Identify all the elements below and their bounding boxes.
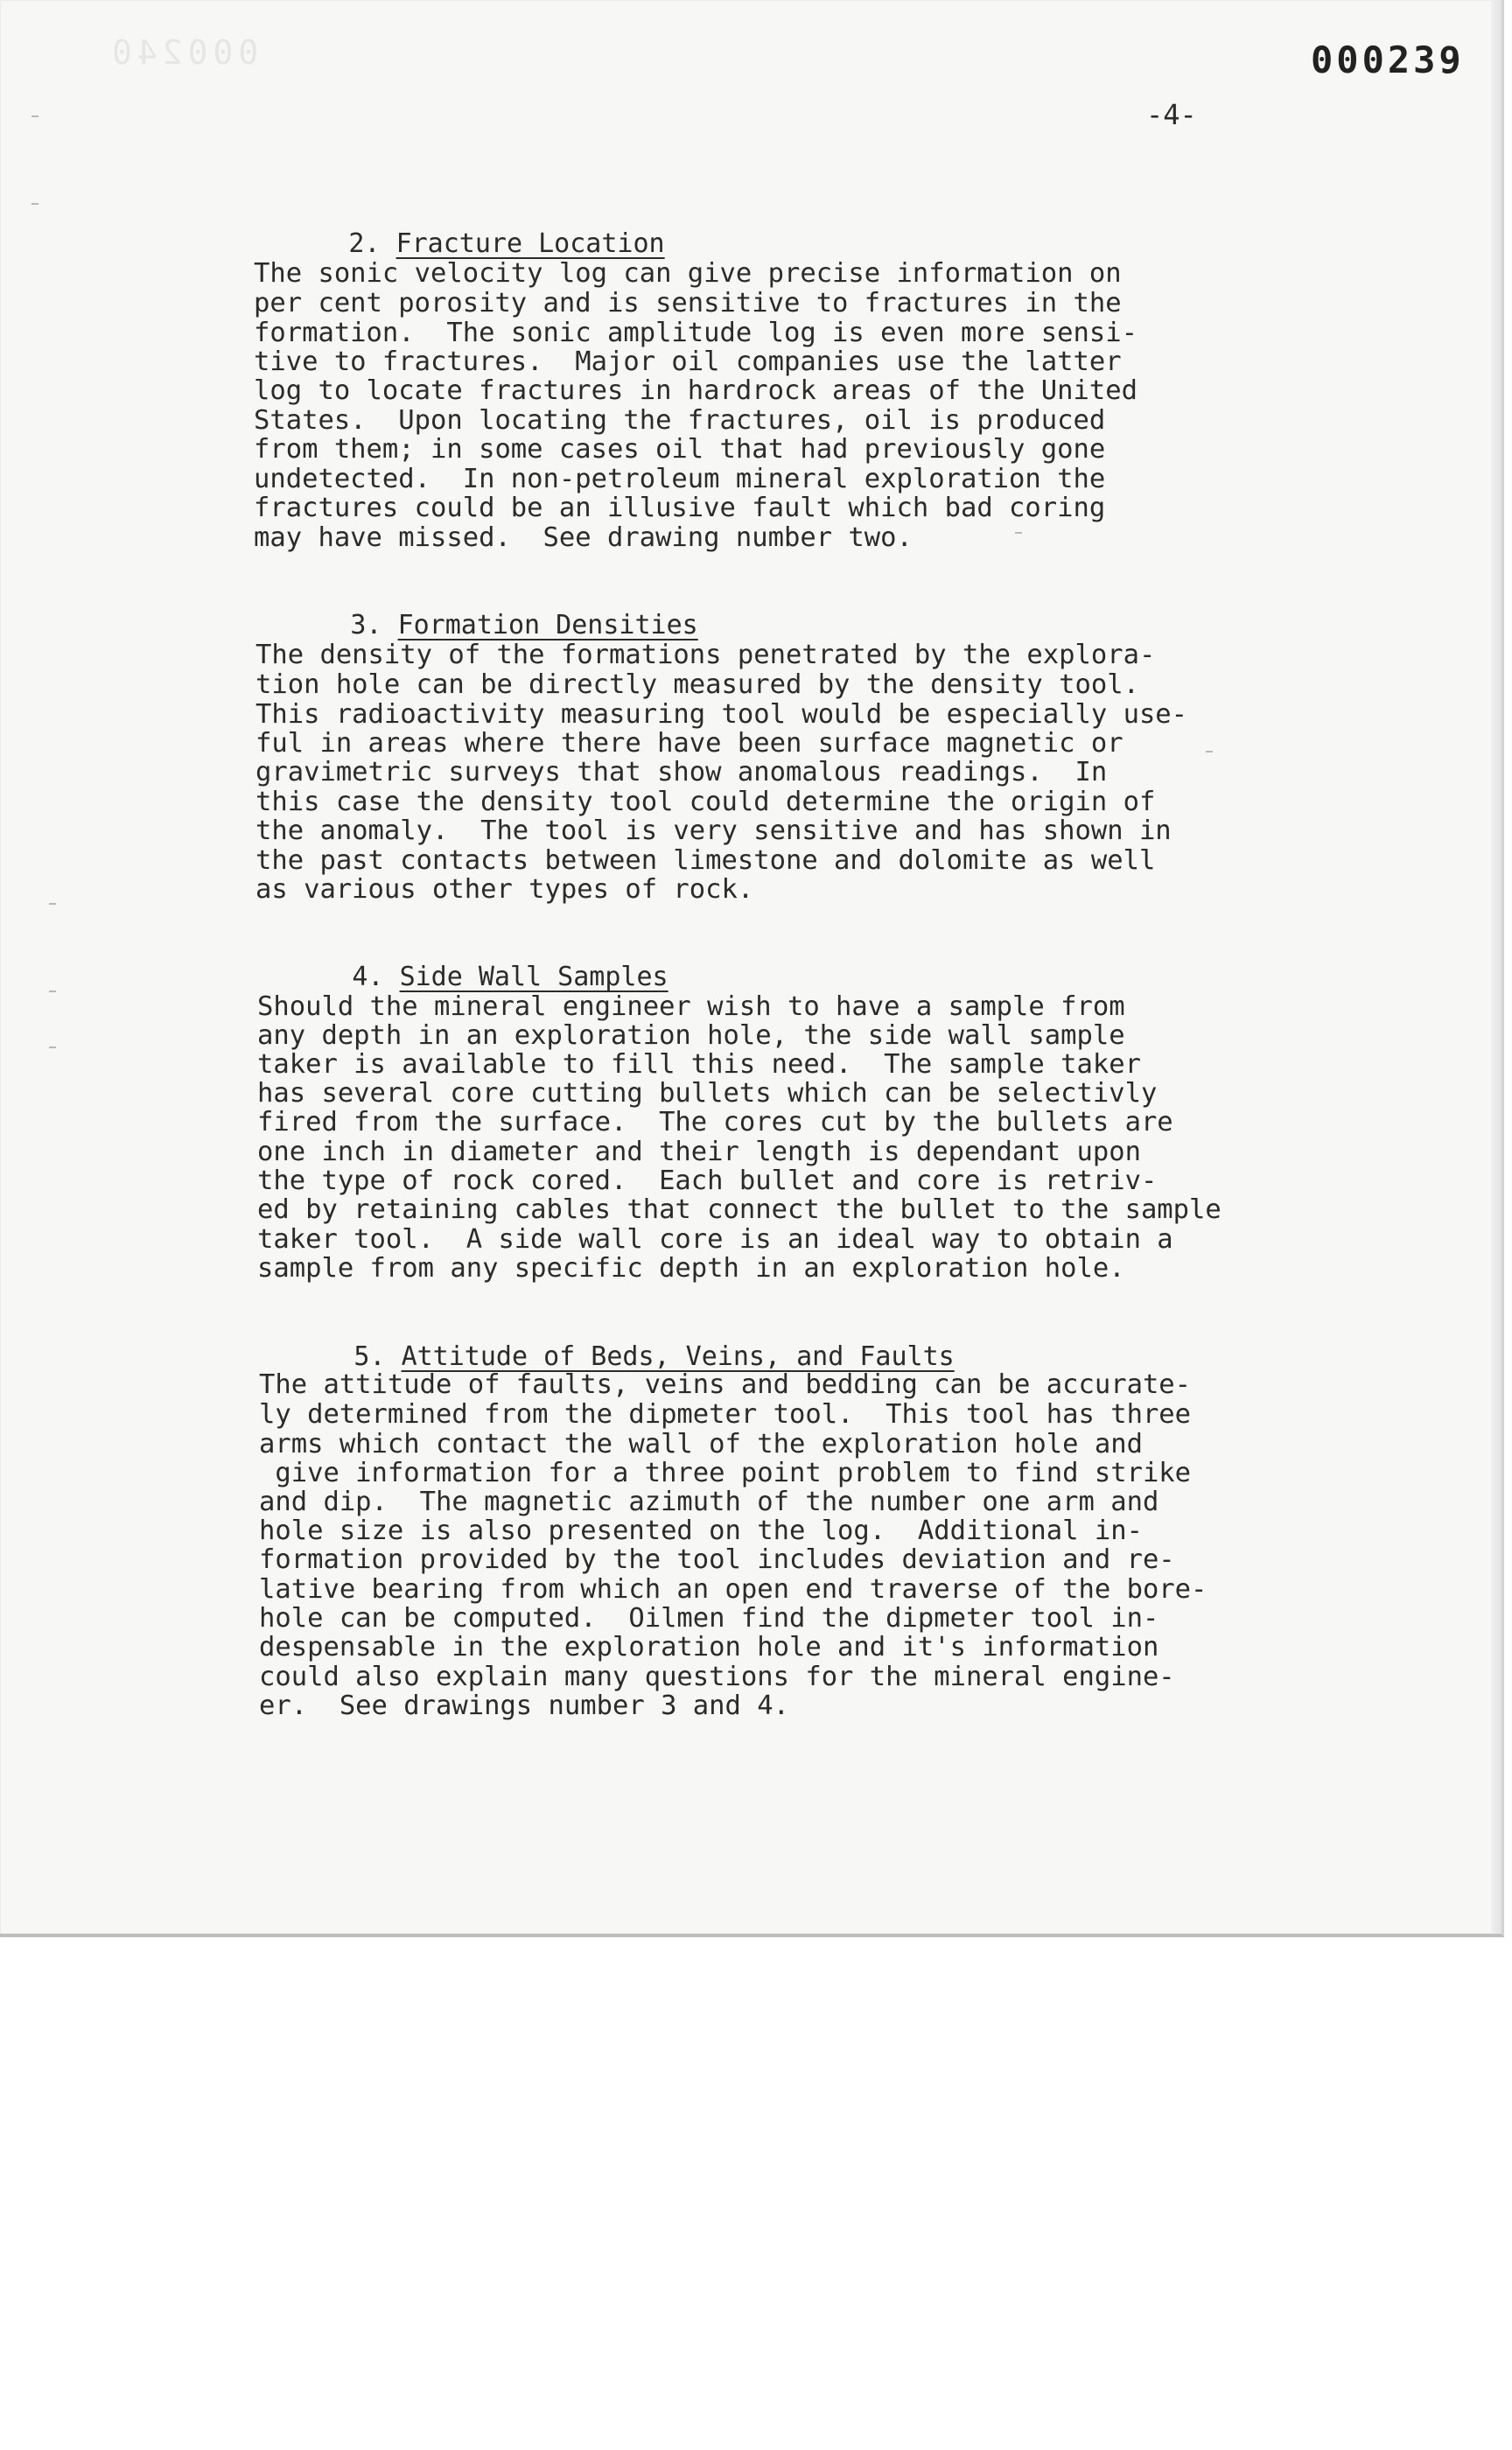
paragraph-line: formation provided by the tool includes deviation and re- — [259, 1544, 1175, 1575]
paragraph-line: the past contacts between limestone and dolomite as well — [256, 845, 1156, 876]
paragraph-line: hole can be computed. Oilmen find the dipmeter tool in- — [259, 1603, 1159, 1634]
page-edge-shadow — [1491, 0, 1502, 1934]
paragraph-line: could also explain many questions for the mineral engine- — [259, 1662, 1175, 1692]
paragraph-line: hole size is also presented on the log. Additional in- — [259, 1516, 1143, 1546]
paragraph-line: despensable in the exploration hole and it's information — [259, 1632, 1159, 1662]
paragraph-line: The attitude of faults, veins and bedding can be accurate- — [259, 1369, 1192, 1400]
paragraph-line: from them; in some cases oil that had previously gone — [254, 434, 1106, 465]
scan-speck — [1015, 532, 1022, 534]
section-title: Attitude of Beds, Veins, and Faults — [401, 1341, 955, 1372]
paragraph-line: any depth in an exploration hole, the side wall sample — [257, 1020, 1125, 1051]
scan-speck — [32, 203, 38, 205]
paragraph-line: may have missed. See drawing number two. — [254, 522, 913, 553]
paragraph-line: The density of the formations penetrated by the explora- — [256, 640, 1156, 670]
paragraph-line: the type of rock cored. Each bullet and core is retriv- — [257, 1166, 1158, 1196]
section-number: 5. — [354, 1341, 386, 1372]
paragraph-line: Should the mineral engineer wish to have a sample from — [257, 991, 1125, 1022]
paragraph-line: ful in areas where there have been surface magnetic or — [256, 728, 1124, 759]
paragraph-line: undetected. In non-petroleum mineral exploration the — [254, 464, 1106, 494]
document-id-stamp: 000239 — [1311, 38, 1465, 81]
section-title: Side Wall Samples — [399, 962, 668, 992]
paragraph-line: formation. The sonic amplitude log is even more sensi- — [254, 318, 1138, 348]
paragraph-line: as various other types of rock. — [256, 874, 754, 905]
paragraph-line: one inch in diameter and their length is dependant upon — [257, 1137, 1141, 1167]
scan-speck — [49, 1046, 56, 1048]
paragraph-line: give information for a three point problem to find strike — [259, 1458, 1192, 1488]
paragraph-line: fired from the surface. The cores cut by the bullets are — [257, 1107, 1173, 1138]
paragraph-line: sample from any specific depth in an exploration hole. — [257, 1253, 1125, 1284]
paragraph-line: taker tool. A side wall core is an ideal way to obtain a — [257, 1224, 1173, 1255]
paragraph-line: has several core cutting bullets which can be selectivly — [257, 1078, 1158, 1109]
paragraph-line: This radioactivity measuring tool would be especially use- — [256, 699, 1188, 730]
section-title: Fracture Location — [396, 228, 665, 259]
paragraph-line: tion hole can be directly measured by the density tool. — [256, 669, 1139, 700]
paragraph-line: arms which contact the wall of the exploration hole and — [259, 1429, 1143, 1460]
paragraph-line: lative bearing from which an open end traverse of the bore- — [259, 1574, 1208, 1605]
scan-speck — [1206, 751, 1213, 752]
section-number: 3. — [350, 610, 382, 640]
paragraph-line: tive to fractures. Major oil companies use the latter — [254, 346, 1122, 377]
bleed-through-document-id: 000240 — [107, 33, 259, 72]
paragraph-line: this case the density tool could determine the origin of — [256, 787, 1156, 817]
paragraph-line: er. See drawings number 3 and 4. — [259, 1690, 789, 1721]
paragraph-line: fractures could be an illusive fault which bad coring — [254, 493, 1106, 523]
paragraph-line: and dip. The magnetic azimuth of the number one arm and — [259, 1487, 1159, 1517]
section-number: 2. — [348, 228, 381, 259]
paragraph-line: per cent porosity and is sensitive to fractures in the — [254, 288, 1122, 318]
paragraph-line: log to locate fractures in hardrock areas of the United — [254, 375, 1138, 406]
paragraph-line: States. Upon locating the fractures, oil is produced — [254, 405, 1106, 436]
section-title: Formation Densities — [397, 610, 698, 640]
paragraph-line: ly determined from the dipmeter tool. This tool has three — [259, 1399, 1192, 1430]
paragraph-line: taker is available to fill this need. The sample taker — [257, 1049, 1141, 1080]
paragraph-line: gravimetric surveys that show anomalous readings. In — [256, 757, 1108, 788]
scan-speck — [49, 990, 56, 992]
page-number: -4- — [1146, 98, 1197, 131]
paragraph-line: ed by retaining cables that connect the bullet to the sample — [257, 1194, 1222, 1225]
section-number: 4. — [352, 962, 384, 992]
scan-speck — [49, 903, 56, 905]
paragraph-line: the anomaly. The tool is very sensitive and has shown in — [256, 816, 1172, 846]
scan-speck — [32, 116, 38, 117]
paragraph-line: The sonic velocity log can give precise information on — [254, 258, 1122, 289]
